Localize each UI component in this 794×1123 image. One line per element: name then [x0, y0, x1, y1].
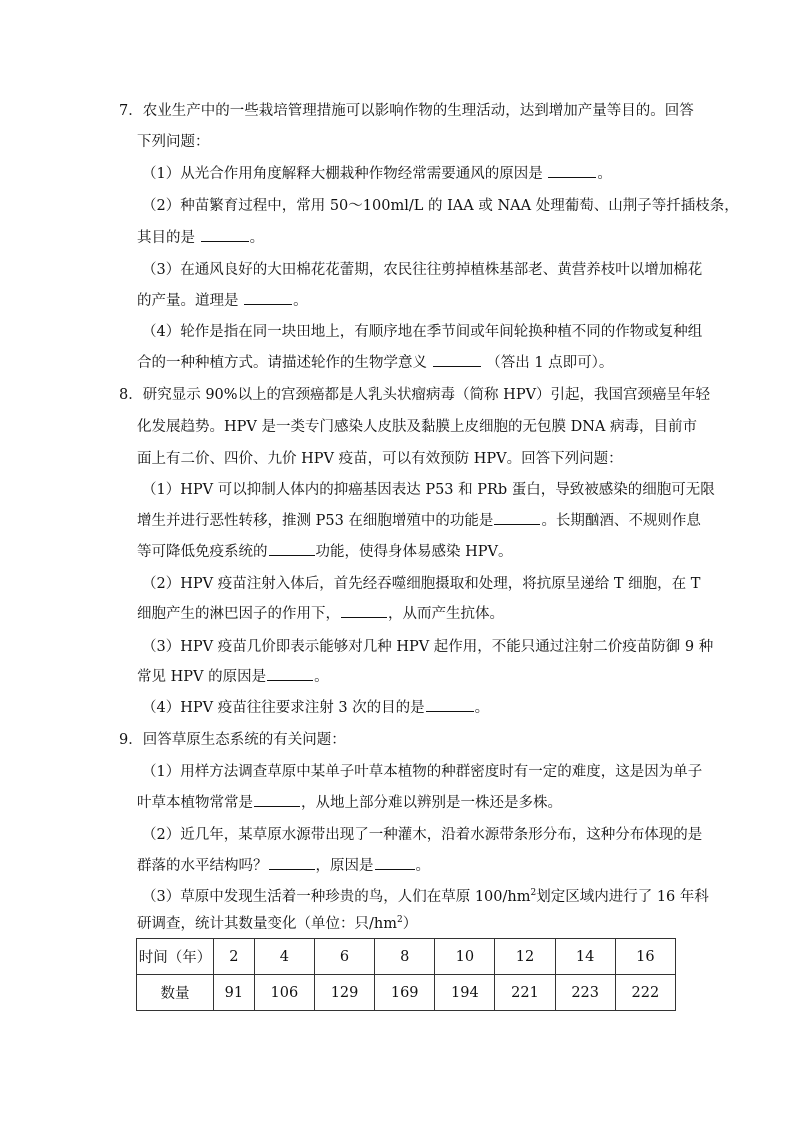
q9-sub1-line1: （1）用样方法调查草原中某单子叶草本植物的种群密度时有一定的难度，这是因为单子 [142, 764, 703, 780]
q9-sub1-text: 叶草本植物常常是 [137, 795, 253, 811]
table-cell: 2 [214, 939, 255, 975]
table-cell: 129 [314, 975, 374, 1011]
table-header-cell: 数量 [137, 975, 214, 1011]
q8-sub1-cont: 。长期酗酒、不规则作息 [541, 513, 701, 529]
table-cell: 194 [435, 975, 495, 1011]
q9-sub2-end: 。 [415, 858, 430, 874]
table-cell: 10 [435, 939, 495, 975]
q8-sub4 [142, 698, 489, 718]
q8-sub3-line1: （3）HPV 疫苗几价即表示能够对几种 HPV 起作用，不能只通过注射二价疫苗防御 9 种 [142, 639, 714, 655]
table-cell: 4 [254, 939, 314, 975]
q8-sub1-line3 [137, 542, 512, 562]
answer-blank[interactable] [269, 542, 315, 556]
table-cell: 91 [214, 975, 255, 1011]
q9-sub3-cont: 划定区域内进行了 16 年科 [536, 889, 709, 905]
table-cell: 6 [314, 939, 374, 975]
q7-sub4-end: （答出 1 点即可）。 [486, 355, 614, 371]
q7-sub3-line2 [137, 291, 308, 311]
table-cell: 106 [254, 975, 314, 1011]
q8-sub1-text2: 等可降低免疫系统的 [137, 544, 268, 560]
answer-blank[interactable] [269, 856, 315, 870]
q8-sub3-text: 常见 HPV 的原因是 [137, 669, 267, 685]
table-cell: 8 [375, 939, 435, 975]
answer-blank[interactable] [341, 604, 387, 618]
q9-sub1-line2 [137, 793, 562, 813]
q8-stem-line1: 8．研究显示 90%以上的宫颈癌都是人乳头状瘤病毒（简称 HPV）引起，我国宫颈癌呈年轻 [119, 387, 711, 403]
q7-stem-line2: 下列问题： [137, 134, 210, 150]
q9-sub3-text: （3）草原中发现生活着一种珍贵的鸟，人们在草原 100/hm [142, 889, 531, 905]
q8-sub2-end: ，从而产生抗体。 [388, 606, 504, 622]
q7-sub2-end: 。 [249, 230, 265, 246]
superscript: 2 [530, 888, 537, 898]
answer-blank[interactable] [375, 856, 415, 870]
q7-sub1-end: 。 [597, 166, 612, 182]
table-header-cell: 时间（年） [137, 939, 214, 975]
q7-sub4-line1: （4）轮作是指在同一块田地上，有顺序地在季节间或年间轮换种植不同的作物或复种组 [142, 324, 703, 340]
q9-sub2-line1: （2）近几年，某草原水源带出现了一种灌木，沿着水源带条形分布，这种分布体现的是 [142, 827, 703, 843]
q7-sub2-line1: （2）种苗繁育过程中，常用 50～100ml/L 的 IAA 或 NAA 处理葡萄、山荆子等扦插枝条， [142, 198, 739, 214]
q7-sub4-line2 [137, 353, 613, 373]
answer-blank[interactable] [267, 667, 313, 681]
answer-blank[interactable] [201, 228, 249, 242]
q9-sub3-text2: 研调查，统计其数量变化（单位：只/hm [137, 916, 397, 932]
answer-blank[interactable] [494, 511, 540, 525]
q9-sub2-line2 [137, 856, 430, 876]
q9-sub2-cont: ，原因是 [315, 858, 374, 874]
table-cell: 14 [555, 939, 615, 975]
q9-sub3-line1 [142, 887, 709, 907]
table-cell: 223 [555, 975, 615, 1011]
q7-sub1 [142, 164, 612, 184]
table-cell: 12 [495, 939, 555, 975]
q8-sub2-text: 细胞产生的淋巴因子的作用下， [137, 606, 340, 622]
q8-sub1-line1: （1）HPV 可以抑制人体内的抑癌基因表达 P53 和 PRb 蛋白，导致被感染的细胞可无限 [142, 482, 715, 498]
q7-sub1-text: （1）从光合作用角度解释大棚栽种作物经常需要通风的原因是 [142, 166, 543, 182]
answer-blank[interactable] [548, 164, 596, 178]
table-row [137, 939, 676, 975]
table-cell: 169 [375, 975, 435, 1011]
q8-sub3-end: 。 [314, 669, 329, 685]
q9-sub2-text: 群落的水平结构吗？ [137, 858, 268, 874]
q8-sub1-line2 [137, 511, 701, 531]
q7-sub3-line1: （3）在通风良好的大田棉花花蕾期，农民往往剪掉植株基部老、黄营养枝叶以增加棉花 [142, 262, 703, 278]
q7-sub2-text: 其目的是 [137, 230, 195, 246]
q9-sub3-end: ） [402, 916, 418, 932]
population-table [136, 938, 676, 1011]
q7-sub3-end: 。 [293, 293, 308, 309]
q8-sub4-end: 。 [474, 700, 490, 716]
q8-stem-line2: 化发展趋势。HPV 是一类专门感染人皮肤及黏膜上皮细胞的无包膜 DNA 病毒，目前市 [137, 419, 697, 435]
answer-blank[interactable] [244, 291, 292, 305]
q8-stem-line3: 面上有二价、四价、九价 HPV 疫苗，可以有效预防 HPV。回答下列问题： [137, 451, 623, 467]
q7-sub3-text: 的产量。道理是 [137, 293, 239, 309]
q7-sub2-line2 [137, 228, 264, 248]
table-row [137, 975, 676, 1011]
table-cell: 221 [495, 975, 555, 1011]
q9-stem-line1: 9．回答草原生态系统的有关问题： [119, 732, 346, 748]
answer-blank[interactable] [254, 793, 300, 807]
q8-sub1-text: 增生并进行恶性转移，推测 P53 在细胞增殖中的功能是 [137, 513, 494, 529]
q9-sub3-line2 [137, 914, 417, 934]
q8-sub2-line2 [137, 604, 504, 624]
q8-sub3-line2 [137, 667, 329, 687]
superscript: 2 [396, 915, 403, 925]
q9-sub1-end: ，从地上部分难以辨别是一株还是多株。 [301, 795, 562, 811]
table-cell: 16 [615, 939, 675, 975]
answer-blank[interactable] [433, 353, 481, 367]
q8-sub1-end: 功能，使得身体易感染 HPV。 [315, 544, 513, 560]
q7-sub4-text: 合的一种种植方式。请描述轮作的生物学意义 [137, 355, 427, 371]
table-cell: 222 [615, 975, 675, 1011]
q8-sub2-line1: （2）HPV 疫苗注射入体后，首先经吞噬细胞摄取和处理，将抗原呈递给 T 细胞，在 T [142, 576, 701, 592]
q7-stem-line1: 7．农业生产中的一些栽培管理措施可以影响作物的生理活动，达到增加产量等目的。回答 [119, 103, 694, 119]
q8-sub4-text: （4）HPV 疫苗往往要求注射 3 次的目的是 [142, 700, 425, 716]
answer-blank[interactable] [426, 698, 474, 712]
